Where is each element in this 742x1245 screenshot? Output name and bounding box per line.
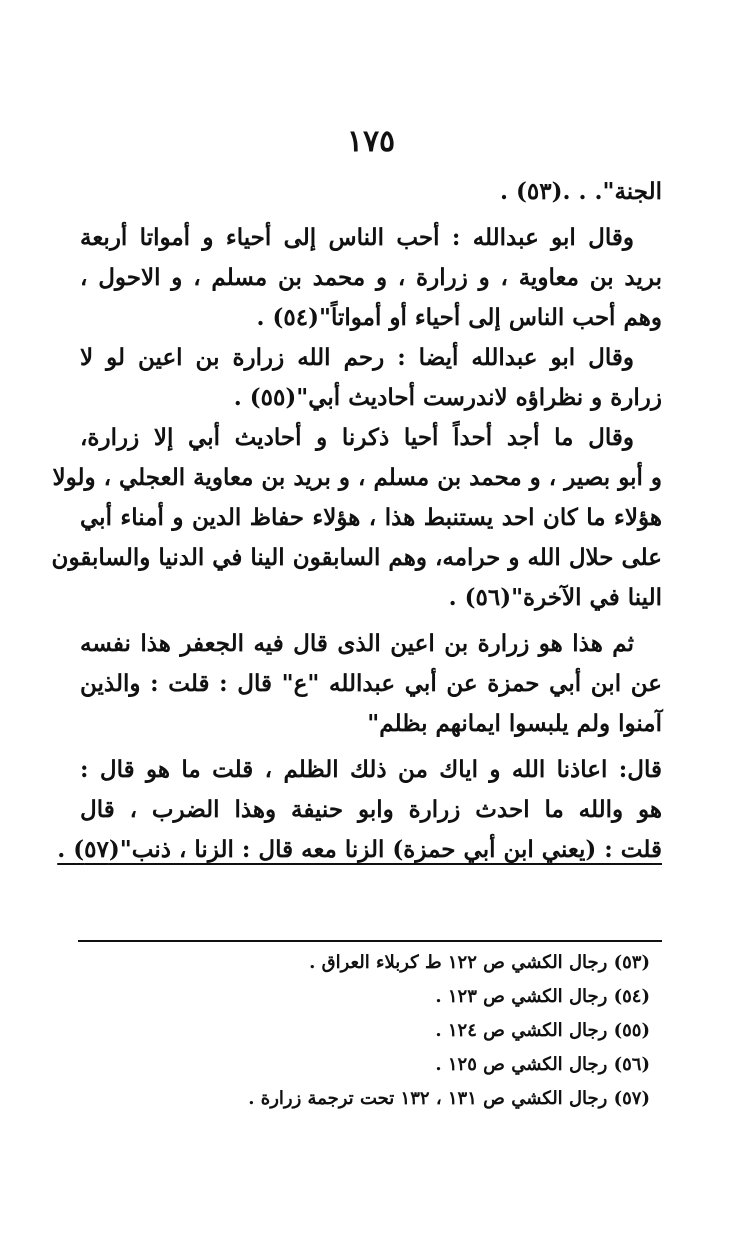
footnotes <box>80 946 650 1116</box>
text-line-1: الجنة". . .(٥٣) . <box>499 178 662 205</box>
text-line-17: قلت : (يعني ابن أبي حمزة) الزنا معه قال : الزنا ، ذنب"(٥٧) . <box>57 836 662 863</box>
text-line-6: زرارة و نظراؤه لاندرست أحاديث أبي"(٥٥) . <box>233 384 662 411</box>
text-line-3: بريد بن معاوية ، و زرارة ، و محمد بن مسلم ، و الاحول ، <box>80 264 662 291</box>
text-line-16: هو والله ما احدث زرارة وابو حنيفة وهذا الضرب ، قال <box>80 796 662 823</box>
footnote-53: (٥٣) رجال الكشي ص ١٢٢ ط كربلاء العراق . <box>309 952 650 973</box>
text-line-14: آمنوا ولم يلبسوا ايمانهم بظلم" <box>367 710 662 737</box>
footnote-55: (٥٥) رجال الكشي ص ١٢٤ . <box>435 1020 650 1041</box>
footnote-54: (٥٤) رجال الكشي ص ١٢٣ . <box>435 986 650 1007</box>
page-number: ١٧٥ <box>346 124 396 159</box>
text-line-2: وقال ابو عبدالله : أحب الناس إلى أحياء و أمواتا أربعة <box>80 224 634 251</box>
text-line-4: وهم أحب الناس إلى أحياء أو أمواتاً"(٥٤) . <box>256 304 662 331</box>
text-line-12: ثم هذا هو زرارة بن اعين الذى قال فيه الجعفر هذا نفسه <box>80 630 634 657</box>
body-text <box>51 172 662 870</box>
text-line-8: و أبو بصير ، و محمد بن مسلم ، و بريد بن معاوية العجلي ، ولولا <box>52 464 662 491</box>
text-line-15: قال: اعاذنا الله و اياك من ذلك الظلم ، قلت ما هو قال : <box>80 756 662 783</box>
text-line-11: الينا في الآخرة"(٥٦) . <box>448 584 662 611</box>
footnote-57: (٥٧) رجال الكشي ص ١٣١ ، ١٣٢ تحت ترجمة زرارة . <box>248 1088 650 1109</box>
footnote-56: (٥٦) رجال الكشي ص ١٢٥ . <box>435 1054 650 1075</box>
text-line-9: هؤلاء ما كان احد يستنبط هذا ، هؤلاء حفاظ الدين و أمناء أبي <box>80 504 662 531</box>
footnote-divider <box>78 940 662 942</box>
text-line-5: وقال ابو عبدالله أيضا : رحم الله زرارة بن اعين لو لا <box>80 344 634 371</box>
text-line-7: وقال ما أجد أحداً أحيا ذكرنا و أحاديث أبي إلا زرارة، <box>80 424 634 451</box>
text-line-10: على حلال الله و حرامه، وهم السابقون الينا في الدنيا والسابقون <box>51 544 662 571</box>
text-line-13: عن ابن أبي حمزة عن أبي عبدالله "ع" قال : قلت : والذين <box>80 670 662 697</box>
